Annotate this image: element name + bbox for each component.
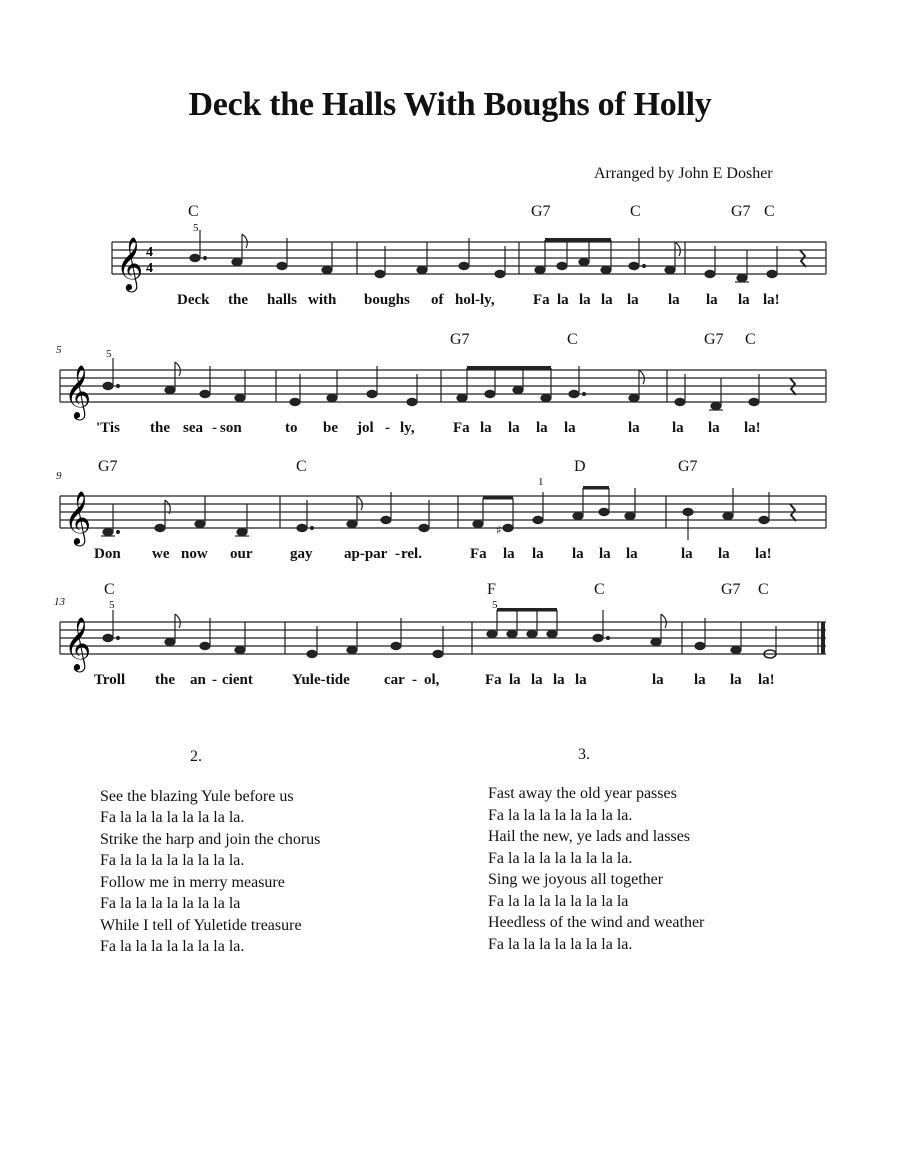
- lyric-syllable: la: [628, 420, 640, 436]
- lyric-syllable: la: [532, 546, 544, 562]
- lyric-syllable: our: [230, 546, 253, 562]
- lyric-syllable: la!: [744, 420, 761, 436]
- lyric-syllable: la: [738, 292, 750, 308]
- lyric-syllable: -: [212, 672, 217, 688]
- chord-symbol: F: [487, 581, 496, 598]
- lyric-syllable: la: [681, 546, 693, 562]
- final-barline: [821, 622, 825, 654]
- lyric-syllable: to: [285, 420, 298, 436]
- lyric-syllable: be: [323, 420, 338, 436]
- sharp-icon: ♯: [496, 523, 502, 537]
- treble-clef-icon: 𝄞: [64, 364, 92, 418]
- lyric-syllable: la: [564, 420, 576, 436]
- lyric-syllable: la: [718, 546, 730, 562]
- chord-symbol: G7: [678, 458, 698, 475]
- staff-4: [0, 580, 900, 720]
- lyric-syllable: la: [706, 292, 718, 308]
- lyric-syllable: ly,: [400, 420, 415, 436]
- lyric-syllable: sea: [183, 420, 203, 436]
- lyric-syllable: Fa: [533, 292, 550, 308]
- chord-symbol: C: [104, 581, 115, 598]
- lyric-syllable: la!: [758, 672, 775, 688]
- measure-number: 5: [56, 344, 62, 356]
- verse-line: Fa la la la la la la la la.: [100, 938, 245, 955]
- lyric-syllable: la: [672, 420, 684, 436]
- lyric-syllable: la: [708, 420, 720, 436]
- fingering-number: 5: [492, 599, 498, 611]
- treble-clef-icon: 𝄞: [64, 490, 92, 544]
- lyric-syllable: Troll: [94, 672, 126, 688]
- lyric-syllable: cient: [222, 672, 253, 688]
- time-signature-top: 4: [146, 245, 153, 260]
- lyric-syllable: la: [579, 292, 591, 308]
- chord-symbol: G7: [721, 581, 741, 598]
- lyric-syllable: halls: [267, 292, 298, 308]
- verse-line: Fa la la la la la la la la.: [100, 809, 245, 826]
- lyric-syllable: la: [730, 672, 742, 688]
- chord-symbol: G7: [450, 331, 470, 348]
- lyric-syllable: jol: [357, 420, 374, 436]
- verse-line: Fa la la la la la la la la.: [100, 852, 245, 869]
- treble-clef-icon: 𝄞: [64, 616, 92, 670]
- page-title: Deck the Halls With Boughs of Holly: [188, 86, 712, 123]
- lyric-syllable: la: [509, 672, 521, 688]
- lyric-syllable: la: [599, 546, 611, 562]
- lyric-syllable: -: [212, 420, 217, 436]
- verse-line: Fast away the old year passes: [488, 785, 677, 802]
- verse-line: Fa la la la la la la la la: [488, 893, 629, 910]
- lyric-syllable: rel.: [401, 546, 422, 562]
- lyric-syllable: Fa: [485, 672, 502, 688]
- chord-symbol: G7: [731, 203, 751, 220]
- lyric-syllable: la: [508, 420, 520, 436]
- lyric-syllable: Yule-tide: [292, 672, 350, 688]
- lyric-syllable: la: [557, 292, 569, 308]
- chord-symbol: C: [296, 458, 307, 475]
- music-system-2: [0, 328, 900, 468]
- lyric-syllable: an: [190, 672, 206, 688]
- lyric-syllable: la: [627, 292, 639, 308]
- lyric-syllable: la: [626, 546, 638, 562]
- verse-line: While I tell of Yuletide treasure: [100, 917, 302, 934]
- lyric-syllable: the: [150, 420, 170, 436]
- lyric-syllable: son: [220, 420, 242, 436]
- fingering-number: 5: [193, 222, 199, 234]
- lyric-syllable: Fa: [453, 420, 470, 436]
- lyric-syllable: la: [553, 672, 565, 688]
- lyric-syllable: hol-ly,: [455, 292, 495, 308]
- fingering-number: 5: [109, 599, 115, 611]
- lyric-syllable: 'Tis: [96, 420, 120, 436]
- chord-symbol: C: [630, 203, 641, 220]
- verse-line: See the blazing Yule before us: [100, 788, 294, 805]
- chord-symbol: C: [764, 203, 775, 220]
- lyric-syllable: -: [395, 546, 400, 562]
- staff-3: [0, 454, 900, 594]
- verse-line: Hail the new, ye lads and lasses: [488, 828, 691, 845]
- measure-number: 13: [54, 596, 65, 608]
- lyric-syllable: la: [480, 420, 492, 436]
- measure-number: 9: [56, 470, 62, 482]
- staff-1: [0, 200, 900, 340]
- chord-symbol: C: [758, 581, 769, 598]
- treble-clef-icon: 𝄞: [116, 236, 144, 290]
- lyric-syllable: la!: [755, 546, 772, 562]
- chord-symbol: C: [567, 331, 578, 348]
- lyric-syllable: la: [531, 672, 543, 688]
- chord-symbol: G7: [704, 331, 724, 348]
- fingering-number: 5: [106, 348, 112, 360]
- chord-symbol: G7: [98, 458, 118, 475]
- verse-line: Fa la la la la la la la la: [100, 895, 241, 912]
- lyric-syllable: gay: [290, 546, 313, 562]
- verse-line: Heedless of the wind and weather: [488, 914, 705, 931]
- lyric-syllable: Deck: [177, 292, 210, 308]
- chord-symbol: C: [188, 203, 199, 220]
- lyric-syllable: the: [155, 672, 175, 688]
- verse-line: Fa la la la la la la la la.: [488, 936, 633, 953]
- verse-line: Fa la la la la la la la la.: [488, 850, 633, 867]
- lyric-syllable: la: [503, 546, 515, 562]
- lyric-syllable: of: [431, 292, 444, 308]
- staff-2: [0, 328, 900, 468]
- chord-symbol: C: [594, 581, 605, 598]
- verse-line: Follow me in merry measure: [100, 874, 285, 891]
- chord-symbol: G7: [531, 203, 551, 220]
- lyric-syllable: la!: [763, 292, 780, 308]
- lyric-syllable: -: [385, 420, 390, 436]
- verse-line: Fa la la la la la la la la.: [488, 807, 633, 824]
- lyric-syllable: Fa: [470, 546, 487, 562]
- arranger-credit: Arranged by John E Dosher: [594, 165, 773, 182]
- lyric-syllable: la: [694, 672, 706, 688]
- lyric-syllable: the: [228, 292, 248, 308]
- verse-number: 2.: [190, 748, 202, 765]
- lyric-syllable: ap-par: [344, 546, 388, 562]
- fingering-number: 1: [538, 476, 544, 488]
- chord-symbol: C: [745, 331, 756, 348]
- chord-symbol: D: [574, 458, 586, 475]
- lyric-syllable: la: [572, 546, 584, 562]
- lyric-syllable: Don: [94, 546, 121, 562]
- lyric-syllable: car: [384, 672, 405, 688]
- lyric-syllable: now: [181, 546, 208, 562]
- verse-line: Sing we joyous all together: [488, 871, 664, 888]
- verse-number: 3.: [578, 746, 590, 763]
- lyric-syllable: with: [308, 292, 337, 308]
- lyric-syllable: la: [668, 292, 680, 308]
- lyric-syllable: ol,: [424, 672, 440, 688]
- lyric-syllable: la: [601, 292, 613, 308]
- time-signature-bottom: 4: [146, 261, 153, 276]
- lyric-syllable: la: [536, 420, 548, 436]
- verse-line: Strike the harp and join the chorus: [100, 831, 321, 848]
- lyric-syllable: we: [152, 546, 170, 562]
- music-system-1: [0, 200, 900, 340]
- music-system-3: [0, 454, 900, 594]
- lyric-syllable: la: [652, 672, 664, 688]
- music-system-4: [0, 580, 900, 720]
- lyric-syllable: la: [575, 672, 587, 688]
- lyric-syllable: -: [412, 672, 417, 688]
- lyric-syllable: boughs: [364, 292, 410, 308]
